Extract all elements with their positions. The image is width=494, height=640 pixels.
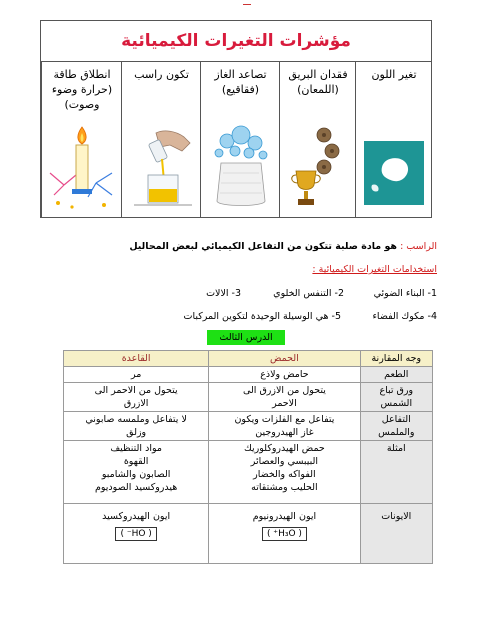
header-aspect: وجه المقارنة [360, 351, 432, 367]
table-row [64, 504, 433, 564]
row-aspect: الطعم [360, 367, 432, 383]
cell-line: ايون الهيدروكسيد [102, 511, 171, 522]
acid-cell [209, 383, 360, 412]
cell-line: الازرق [123, 398, 149, 409]
cell-line: وزلق [126, 427, 147, 438]
cell-line: حامض ولاذع [260, 369, 309, 380]
cell-line: القهوة [123, 456, 149, 467]
acid-cell [209, 441, 360, 504]
base-cell [64, 383, 209, 412]
use-item: 2- التنفس الخلوي [273, 288, 344, 299]
indicator-label: فقدان البريق (اللمعان) [288, 68, 348, 96]
cell-line: يتحول من الازرق الى [242, 385, 326, 396]
cell-line: الحليب ومشتقاته [251, 482, 318, 493]
indicator-col-energy [41, 61, 122, 217]
cell-line: لا يتفاعل وملمسه صابوني [85, 414, 187, 425]
page-top-mark [243, 4, 251, 8]
cell-line: مر [130, 369, 142, 380]
indicator-col-precipitate [121, 61, 201, 217]
base-cell [64, 441, 209, 504]
indicator-col-gas [200, 61, 280, 217]
cell-line: ايون الهيدرونيوم [252, 511, 317, 522]
indicator-label: تغير اللون [371, 68, 417, 81]
table-row [64, 367, 433, 383]
acid-cell [209, 367, 360, 383]
use-item: 4- مكوك الفضاء [372, 311, 437, 322]
indicators-title: مؤشرات التغيرات الكيميائية [41, 21, 431, 62]
comparison-table [63, 350, 433, 564]
cell-line: حمض الهيدروكلوريك [244, 443, 325, 454]
table-row [64, 441, 433, 504]
indicator-col-tarnish [279, 61, 356, 217]
hydroxide-formula: ( HO⁻ ) [115, 527, 156, 541]
table-row [64, 383, 433, 412]
use-item: 5- هي الوسيلة الوحيدة لتكوين المركبات [183, 311, 341, 322]
cell-line: هيدروكسيد الصوديوم [95, 482, 178, 493]
cell-line: غاز الهيدروجين [255, 427, 314, 438]
table-header-row [64, 351, 433, 367]
cell-line: يتفاعل مع الفلزات ويكون [234, 414, 335, 425]
header-acid: الحمض [209, 351, 360, 367]
table-row [64, 412, 433, 441]
use-item: 3- الالات [206, 288, 241, 299]
precipitate-definition [129, 241, 437, 252]
acid-cell [209, 412, 360, 441]
precipitate-term: الراسب : [400, 241, 437, 252]
row-aspect: ورق تباع الشمس [360, 383, 432, 412]
indicators-table [40, 20, 432, 218]
cell-line: يتحول من الاحمر الى [94, 385, 178, 396]
indicator-label: تكون راسب [134, 68, 189, 81]
gas-bubbles-icon [205, 123, 276, 213]
indicator-label: انطلاق طاقة (حرارة وضوء وصوت) [51, 68, 113, 111]
indicator-col-color [355, 61, 432, 217]
cell-line: الصابون والشامبو [101, 469, 171, 480]
cell-line: الفواكه والخضار [253, 469, 316, 480]
fireworks-candle-icon [46, 123, 118, 213]
use-item: 1- البناء الضوئي [373, 288, 437, 299]
lesson-label: الدرس الثالث [207, 330, 285, 345]
color-change-icon [360, 123, 428, 213]
header-base: القاعدة [64, 351, 209, 367]
uses-title: استخدامات التغيرات الكيميائية : [312, 264, 437, 275]
base-cell [64, 367, 209, 383]
row-aspect: التفاعل والملمس [360, 412, 432, 441]
indicator-label: تصاعد الغاز (فقاقيع) [214, 68, 267, 96]
row-aspect: امثلة [360, 441, 432, 504]
cell-line: البيبسي والعصائر [250, 456, 319, 467]
tarnished-trophy-icon [284, 123, 352, 213]
cell-line: الاحمر [272, 398, 297, 409]
precipitate-def: هو مادة صلبة تتكون من التفاعل الكيميائي لبعض المحاليل [129, 241, 398, 252]
hydronium-formula: ( H₃O⁺ ) [262, 527, 307, 541]
base-cell [64, 504, 209, 564]
cell-line: مواد التنظيف [110, 443, 162, 454]
row-aspect: الايونات [360, 504, 432, 564]
acid-cell [209, 504, 360, 564]
base-cell [64, 412, 209, 441]
precipitate-beaker-icon [126, 123, 197, 213]
